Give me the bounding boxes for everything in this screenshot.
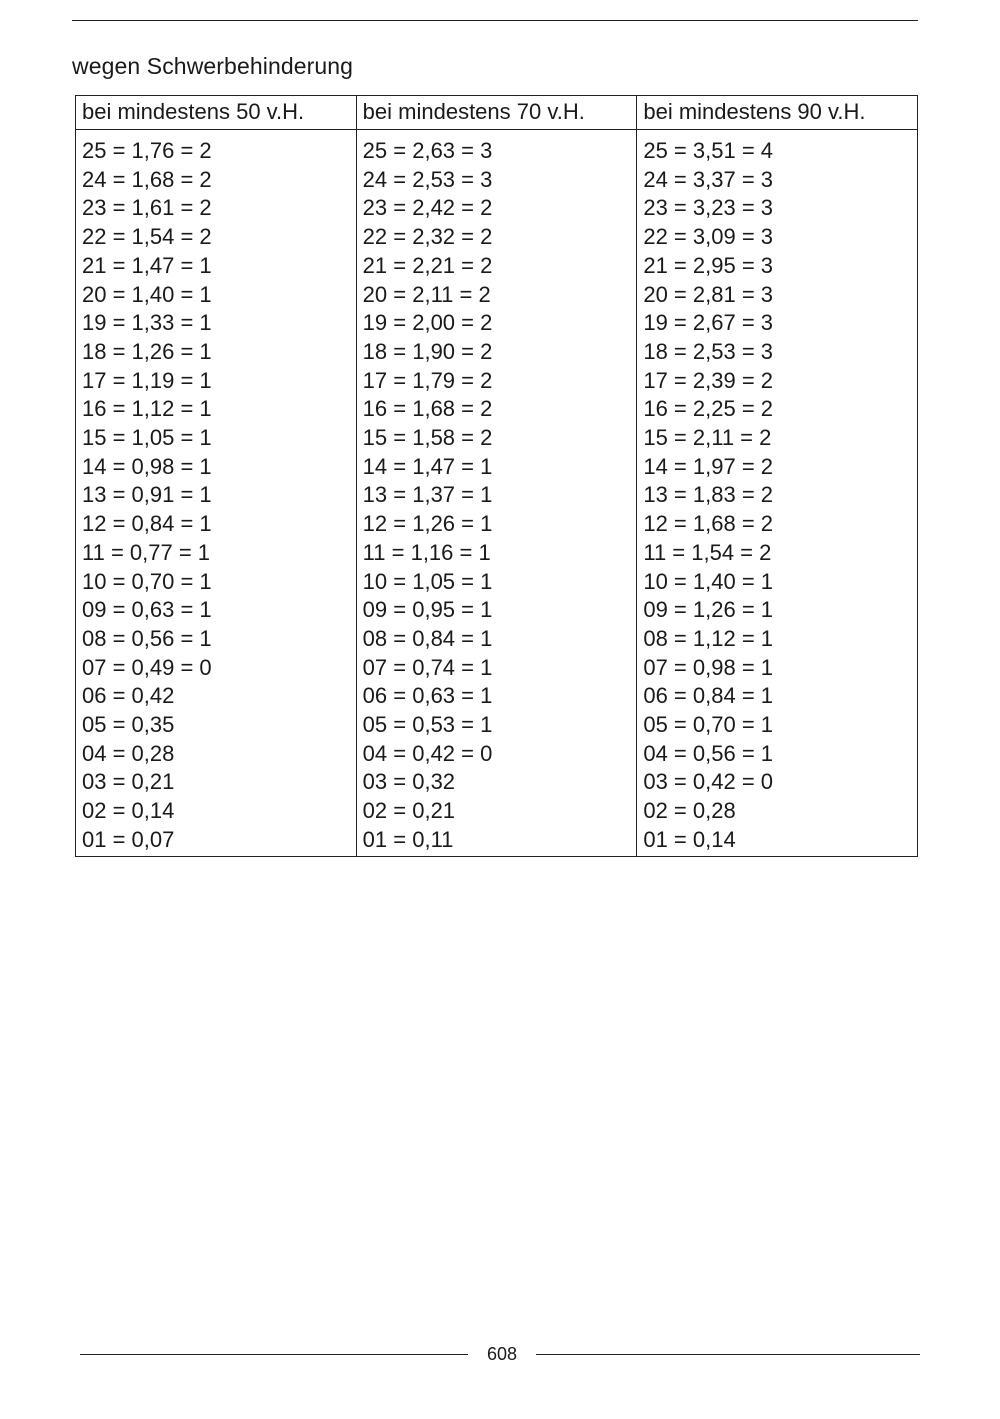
table-cell: 24 = 1,68 = 2	[82, 166, 212, 192]
table-cell: 03 = 0,21	[82, 769, 175, 795]
table-cell: 25 = 1,76 = 2	[82, 138, 212, 163]
value-table	[75, 95, 918, 857]
table-cell: 15 = 1,58 = 2	[362, 425, 493, 451]
table-cell: 11 = 1,54 = 2	[643, 539, 772, 565]
table-cell: 12 = 0,84 = 1	[82, 511, 212, 537]
table-cell: 13 = 0,91 = 1	[82, 482, 212, 508]
table-cell: 15 = 2,11 = 2	[643, 425, 772, 451]
table-column-70	[356, 96, 637, 856]
table-column-90	[636, 96, 917, 856]
table-cell: 07 = 0,49 = 0	[82, 654, 212, 680]
section-title: wegen Schwerbehinderung	[72, 53, 354, 79]
table-cell: 06 = 0,42	[82, 683, 175, 709]
table-cell: 12 = 1,68 = 2	[643, 511, 774, 537]
table-cell: 14 = 1,97 = 2	[643, 453, 774, 479]
table-cell: 21 = 2,21 = 2	[362, 252, 493, 278]
table-cell: 13 = 1,37 = 1	[362, 482, 493, 508]
table-cell: 10 = 1,05 = 1	[362, 568, 493, 594]
table-cell: 02 = 0,21	[362, 798, 456, 824]
table-cell: 20 = 1,40 = 1	[82, 281, 212, 307]
table-cell: 19 = 2,00 = 2	[362, 310, 493, 336]
table-cell: 03 = 0,32	[362, 769, 456, 795]
table-cell: 17 = 1,79 = 2	[362, 367, 493, 393]
table-cell: 07 = 0,74 = 1	[362, 654, 493, 680]
column-header: bei mindestens 50 v.H.	[76, 96, 356, 130]
table-cell: 23 = 1,61 = 2	[82, 195, 212, 221]
table-cell: 15 = 1,05 = 1	[82, 425, 212, 451]
table-cell: 17 = 2,39 = 2	[643, 367, 774, 393]
table-cell: 20 = 2,11 = 2	[362, 281, 491, 307]
table-cell: 01 = 0,14	[643, 826, 736, 852]
table-cell: 14 = 1,47 = 1	[362, 453, 493, 479]
table-cell: 08 = 0,84 = 1	[362, 625, 493, 651]
table-cell: 16 = 1,68 = 2	[362, 396, 493, 422]
column-body	[76, 130, 356, 855]
table-cell: 05 = 0,70 = 1	[643, 712, 774, 738]
table-cell: 06 = 0,84 = 1	[643, 683, 774, 709]
footer-rule-right	[536, 1354, 920, 1355]
table-cell: 18 = 1,90 = 2	[362, 338, 493, 364]
table-cell: 01 = 0,07	[82, 826, 175, 852]
page-number: 608	[486, 1344, 518, 1364]
footer-rule-left	[80, 1354, 468, 1355]
table-cell: 21 = 1,47 = 1	[82, 252, 212, 278]
table-cell: 19 = 1,33 = 1	[82, 310, 212, 336]
column-header: bei mindestens 90 v.H.	[637, 96, 917, 130]
table-cell: 09 = 1,26 = 1	[643, 597, 774, 623]
table-cell: 24 = 2,53 = 3	[362, 166, 493, 192]
table-cell: 12 = 1,26 = 1	[362, 511, 493, 537]
table-cell: 22 = 2,32 = 2	[362, 224, 493, 250]
table-cell: 11 = 0,77 = 1	[82, 539, 211, 565]
table-cell: 23 = 3,23 = 3	[643, 195, 774, 221]
table-cell: 11 = 1,16 = 1	[362, 539, 491, 565]
table-cell: 24 = 3,37 = 3	[643, 166, 774, 192]
table-cell: 02 = 0,28	[643, 798, 736, 824]
table-cell: 07 = 0,98 = 1	[643, 654, 774, 680]
table-cell: 19 = 2,67 = 3	[643, 310, 774, 336]
table-cell: 08 = 1,12 = 1	[643, 625, 774, 651]
table-cell: 21 = 2,95 = 3	[643, 252, 774, 278]
table-column-50	[76, 96, 356, 856]
table-cell: 13 = 1,83 = 2	[643, 482, 774, 508]
table-cell: 02 = 0,14	[82, 798, 175, 824]
table-cell: 25 = 3,51 = 4	[643, 138, 774, 163]
table-cell: 04 = 0,56 = 1	[643, 740, 774, 766]
table-cell: 09 = 0,95 = 1	[362, 597, 493, 623]
table-cell: 10 = 0,70 = 1	[82, 568, 212, 594]
table-cell: 18 = 2,53 = 3	[643, 338, 774, 364]
table-cell: 20 = 2,81 = 3	[643, 281, 774, 307]
table-cell: 10 = 1,40 = 1	[643, 568, 774, 594]
table-cell: 04 = 0,28	[82, 740, 175, 766]
table-cell: 25 = 2,63 = 3	[362, 138, 493, 163]
table-cell: 18 = 1,26 = 1	[82, 338, 212, 364]
table-cell: 04 = 0,42 = 0	[362, 740, 493, 766]
column-body	[637, 130, 917, 855]
table-cell: 05 = 0,53 = 1	[362, 712, 493, 738]
table-cell: 16 = 1,12 = 1	[82, 396, 212, 422]
column-body	[357, 130, 637, 855]
table-cell: 08 = 0,56 = 1	[82, 625, 212, 651]
table-cell: 06 = 0,63 = 1	[362, 683, 493, 709]
table-cell: 22 = 3,09 = 3	[643, 224, 774, 250]
table-cell: 01 = 0,11	[362, 826, 454, 852]
table-cell: 17 = 1,19 = 1	[82, 367, 212, 393]
table-cell: 16 = 2,25 = 2	[643, 396, 774, 422]
table-cell: 09 = 0,63 = 1	[82, 597, 212, 623]
table-cell: 22 = 1,54 = 2	[82, 224, 212, 250]
table-cell: 03 = 0,42 = 0	[643, 769, 774, 795]
page-footer	[80, 1340, 920, 1368]
table-cell: 14 = 0,98 = 1	[82, 453, 212, 479]
table-cell: 23 = 2,42 = 2	[362, 195, 493, 221]
table-cell: 05 = 0,35	[82, 712, 175, 738]
top-rule	[72, 20, 918, 21]
column-header: bei mindestens 70 v.H.	[357, 96, 637, 130]
